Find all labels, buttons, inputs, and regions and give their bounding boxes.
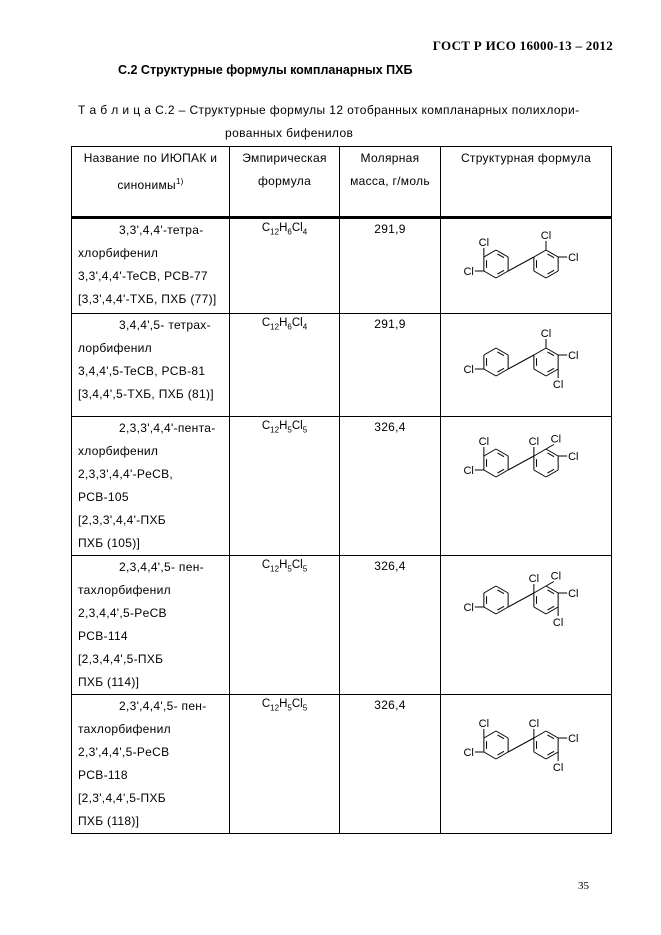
page-number: 35 xyxy=(578,880,589,892)
bond xyxy=(508,257,534,271)
bond xyxy=(508,355,534,369)
bond xyxy=(496,271,508,278)
chlorine-atom-label: Cl xyxy=(568,349,579,362)
chlorine-atom-label: Cl xyxy=(463,363,474,376)
chlorine-atom-label: Cl xyxy=(528,572,540,585)
col-name-header: Название по ИЮПАК и синонимы$^{1)}$ xyxy=(72,147,230,217)
bond xyxy=(484,731,496,738)
chlorine-atom-label: Cl xyxy=(463,601,474,614)
bond xyxy=(546,271,558,278)
bond xyxy=(496,250,508,257)
table-row xyxy=(72,416,612,555)
chlorine-atom-label: Cl xyxy=(568,732,579,745)
table-row xyxy=(72,555,612,694)
empirical-formula: $C_{12}H_5Cl_5$ xyxy=(230,555,340,694)
chlorine-atom-label: Cl xyxy=(478,717,490,730)
chlorine-atom-label: Cl xyxy=(463,746,474,759)
bond xyxy=(484,752,496,759)
bond xyxy=(546,250,558,257)
bond xyxy=(484,369,496,376)
bond xyxy=(534,586,546,593)
table-header-row xyxy=(72,147,612,217)
bond xyxy=(484,449,496,456)
bond xyxy=(496,470,508,477)
section-title: С.2 Структурные формулы компланарных ПХБ xyxy=(118,63,413,77)
col-formula-header: Эмпирическая формула xyxy=(230,147,340,217)
structural-formula xyxy=(441,694,612,833)
caption-line-2: рованных бифенилов xyxy=(225,126,354,140)
bond xyxy=(484,586,496,593)
caption-line-1: Т а б л и ц а С.2 – Структурные формулы 12 отобранных компланарных полихлори- xyxy=(78,103,580,117)
bond xyxy=(484,348,496,355)
chlorine-atom-label: Cl xyxy=(550,570,562,582)
molar-mass: 326,4 xyxy=(340,555,441,694)
bond xyxy=(534,731,546,738)
chlorine-atom-label: Cl xyxy=(478,435,490,448)
bond xyxy=(496,731,508,738)
bond xyxy=(534,250,546,257)
bond xyxy=(496,752,508,759)
bond xyxy=(546,752,558,759)
structural-formula xyxy=(441,313,612,416)
bond xyxy=(534,348,546,355)
col-structure-header: Структурная формула xyxy=(441,147,612,217)
chlorine-atom-label: Cl xyxy=(528,435,540,448)
col-mass-header: Молярная масса, г/моль xyxy=(340,147,441,217)
compound-name: 2,3,3',4,4'-пента- хлорбифенил 2,3,3',4,4'-PeCB, PCB-105 [2,3,3',4,4'-ПХБ ПХБ (105)] xyxy=(72,416,230,555)
bond xyxy=(534,369,546,376)
table-caption xyxy=(78,99,618,145)
molar-mass: 291,9 xyxy=(340,313,441,416)
empirical-formula: $C_{12}H_5Cl_5$ xyxy=(230,694,340,833)
pcb-table xyxy=(71,146,612,834)
bond xyxy=(534,271,546,278)
chlorine-atom-label: Cl xyxy=(568,450,579,463)
chlorine-atom-label: Cl xyxy=(540,229,552,242)
empirical-formula: $C_{12}H_6Cl_4$ xyxy=(230,313,340,416)
bond xyxy=(546,731,558,738)
bond xyxy=(534,752,546,759)
table-row xyxy=(72,694,612,833)
bond xyxy=(508,593,534,607)
chlorine-atom-label: Cl xyxy=(528,717,540,730)
structural-formula xyxy=(441,218,612,313)
bond xyxy=(496,586,508,593)
bond xyxy=(484,271,496,278)
bond xyxy=(508,456,534,470)
bond xyxy=(546,369,558,376)
compound-name: 2,3',4,4',5- пен- тахлорбифенил 2,3',4,4',5-PeCB PCB-118 [2,3',4,4',5-ПХБ ПХБ (118)] xyxy=(72,694,230,833)
bond xyxy=(496,449,508,456)
bond xyxy=(534,449,546,456)
compound-name: 2,3,4,4',5- пен- тахлорбифенил 2,3,4,4',5-PeCB PCB-114 [2,3,4,4',5-ПХБ ПХБ (114)] xyxy=(72,555,230,694)
compound-name: 3,3',4,4'-тетра- хлорбифенил 3,3',4,4'-TeCB, PCB-77 [3,3',4,4'-ТХБ, ПХБ (77)] xyxy=(72,218,230,313)
empirical-formula: $C_{12}H_6Cl_4$ xyxy=(230,218,340,313)
bond xyxy=(496,369,508,376)
bond xyxy=(484,250,496,257)
standard-number: ГОСТ Р ИСО 16000-13 – 2012 xyxy=(432,38,613,53)
chlorine-atom-label: Cl xyxy=(478,236,490,249)
bond xyxy=(546,586,558,593)
molar-mass: 291,9 xyxy=(340,218,441,313)
bond xyxy=(546,449,558,456)
molar-mass: 326,4 xyxy=(340,416,441,555)
table-row xyxy=(72,313,612,416)
chlorine-atom-label: Cl xyxy=(568,251,579,264)
chlorine-atom-label: Cl xyxy=(540,327,552,340)
molar-mass: 326,4 xyxy=(340,694,441,833)
structural-formula xyxy=(441,555,612,694)
empirical-formula: $C_{12}H_5Cl_5$ xyxy=(230,416,340,555)
bond xyxy=(546,348,558,355)
bond xyxy=(508,738,534,752)
bond xyxy=(546,470,558,477)
chlorine-atom-label: Cl xyxy=(463,265,474,278)
chlorine-atom-label: Cl xyxy=(463,464,474,477)
bond xyxy=(484,607,496,614)
structural-formula xyxy=(441,416,612,555)
bond xyxy=(484,470,496,477)
chlorine-atom-label: Cl xyxy=(550,433,562,445)
chlorine-atom-label: Cl xyxy=(568,587,579,600)
chlorine-atom-label: Cl xyxy=(552,616,564,629)
bond xyxy=(496,607,508,614)
bond xyxy=(546,607,558,614)
bond xyxy=(496,348,508,355)
compound-name: 3,4,4',5- тетрах- лорбифенил 3,4,4',5-TeCB, PCB-81 [3,4,4',5-ТХБ, ПХБ (81)] xyxy=(72,313,230,416)
chlorine-atom-label: Cl xyxy=(552,761,564,774)
chlorine-atom-label: Cl xyxy=(552,378,564,391)
table-row xyxy=(72,218,612,313)
bond xyxy=(534,470,546,477)
bond xyxy=(534,607,546,614)
